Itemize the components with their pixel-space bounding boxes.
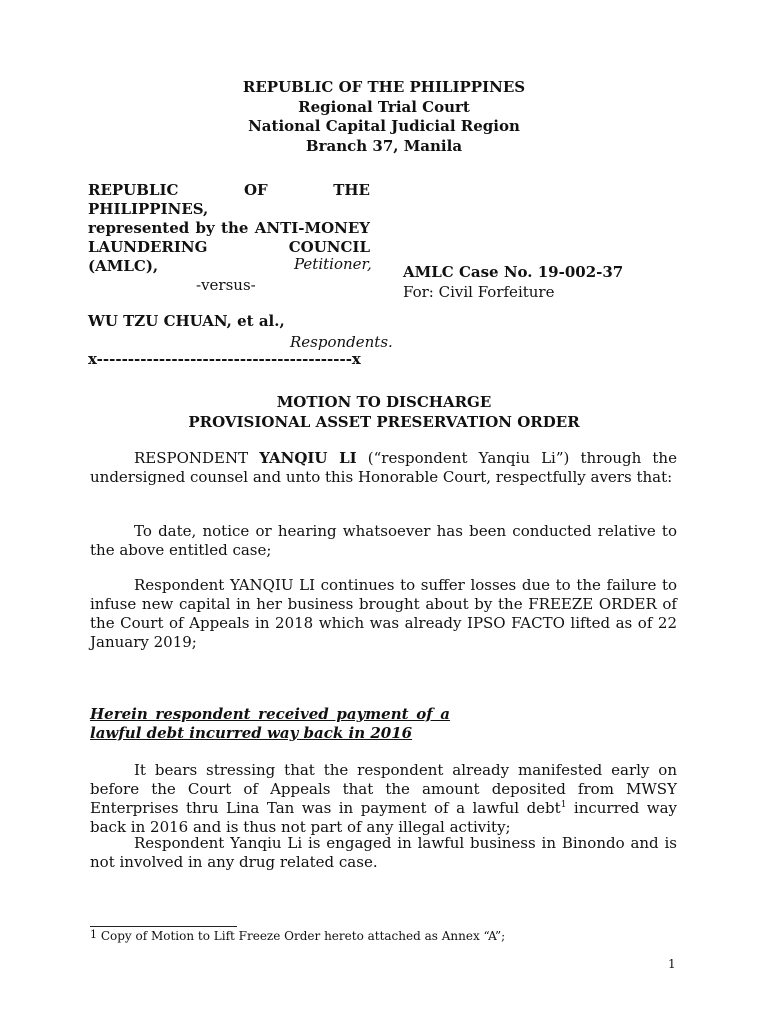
petitioner-line: LAUNDERING COUNCIL [88, 238, 370, 256]
paragraph-payment [90, 761, 677, 837]
paragraph-business [90, 834, 677, 872]
caption-separator: x-----------------------------------------x [88, 350, 361, 368]
header-region: National Capital Judicial Region [248, 117, 520, 135]
header-republic: REPUBLIC OF THE PHILIPPINES [242, 78, 526, 96]
subheading-line1: Herein respondent received payment of a [90, 705, 450, 723]
header-court: Regional Trial Court [298, 97, 470, 116]
paragraph-losses [90, 576, 677, 652]
petitioner-line: (AMLC), [88, 257, 159, 275]
business-text: Respondent Yanqiu Li is engaged in lawful business in Binondo and is not involved in any drug related case. [90, 834, 677, 871]
petitioner-role: Petitioner, [294, 255, 372, 273]
motion-title-line1: MOTION TO DISCHARGE [276, 393, 492, 411]
petitioner-line: REPUBLIC OF THE PHILIPPINES, [88, 181, 370, 218]
footnote [90, 929, 505, 944]
subheading-line2: lawful debt incurred way back in 2016 [90, 724, 413, 742]
payment-text-post: incurred way back in 2016 and is thus not part of any illegal activity; [90, 799, 677, 836]
losses-text: Respondent YANQIU LI continues to suffer losses due to the failure to infuse new capital in her business brought about by the FREEZE ORDER of the Court of Appeals in 2018 which was already IPSO FACTO lifted as of 22 January 2019; [90, 576, 677, 651]
case-number: AMLC Case No. 19-002-37 [403, 263, 624, 281]
footnote-text: Copy of Motion to Lift Freeze Order hereto attached as Annex “A”; [97, 929, 506, 943]
footnote-divider [90, 926, 237, 927]
versus-label: -versus- [196, 276, 256, 294]
header-branch: Branch 37, Manila [305, 136, 463, 155]
footnote-ref[interactable]: 1 [560, 800, 567, 810]
page-number: 1 [668, 957, 676, 971]
respondent-name: WU TZU CHUAN, et al., [88, 312, 285, 330]
section-subheading [90, 705, 450, 743]
court-header [0, 78, 768, 156]
respondent-role: Respondents. [290, 333, 393, 351]
case-type: For: Civil Forfeiture [403, 283, 555, 301]
petitioner-line: represented by the ANTI-MONEY [88, 219, 370, 237]
payment-text-pre: It bears stressing that the respondent already manifested early on before the Court of Appeals that the amount deposited from MWSY Enterprises thru Lina Tan was in payment of a lawful debt [90, 761, 677, 817]
motion-title [0, 393, 768, 432]
motion-title-line2: PROVISIONAL ASSET PRESERVATION ORDER [188, 412, 580, 431]
notice-text: To date, notice or hearing whatsoever has been conducted relative to the above entitled case; [90, 522, 677, 559]
intro-post: (“respondent Yanqiu Li”) through the undersigned counsel and unto this Honorable Court, respectfully avers that: [90, 449, 677, 486]
intro-pre: RESPONDENT [134, 449, 260, 467]
intro-respondent-name: YANQIU LI [259, 449, 357, 467]
paragraph-intro [90, 449, 677, 487]
paragraph-notice [90, 522, 677, 560]
footnote-marker: 1 [90, 928, 97, 941]
